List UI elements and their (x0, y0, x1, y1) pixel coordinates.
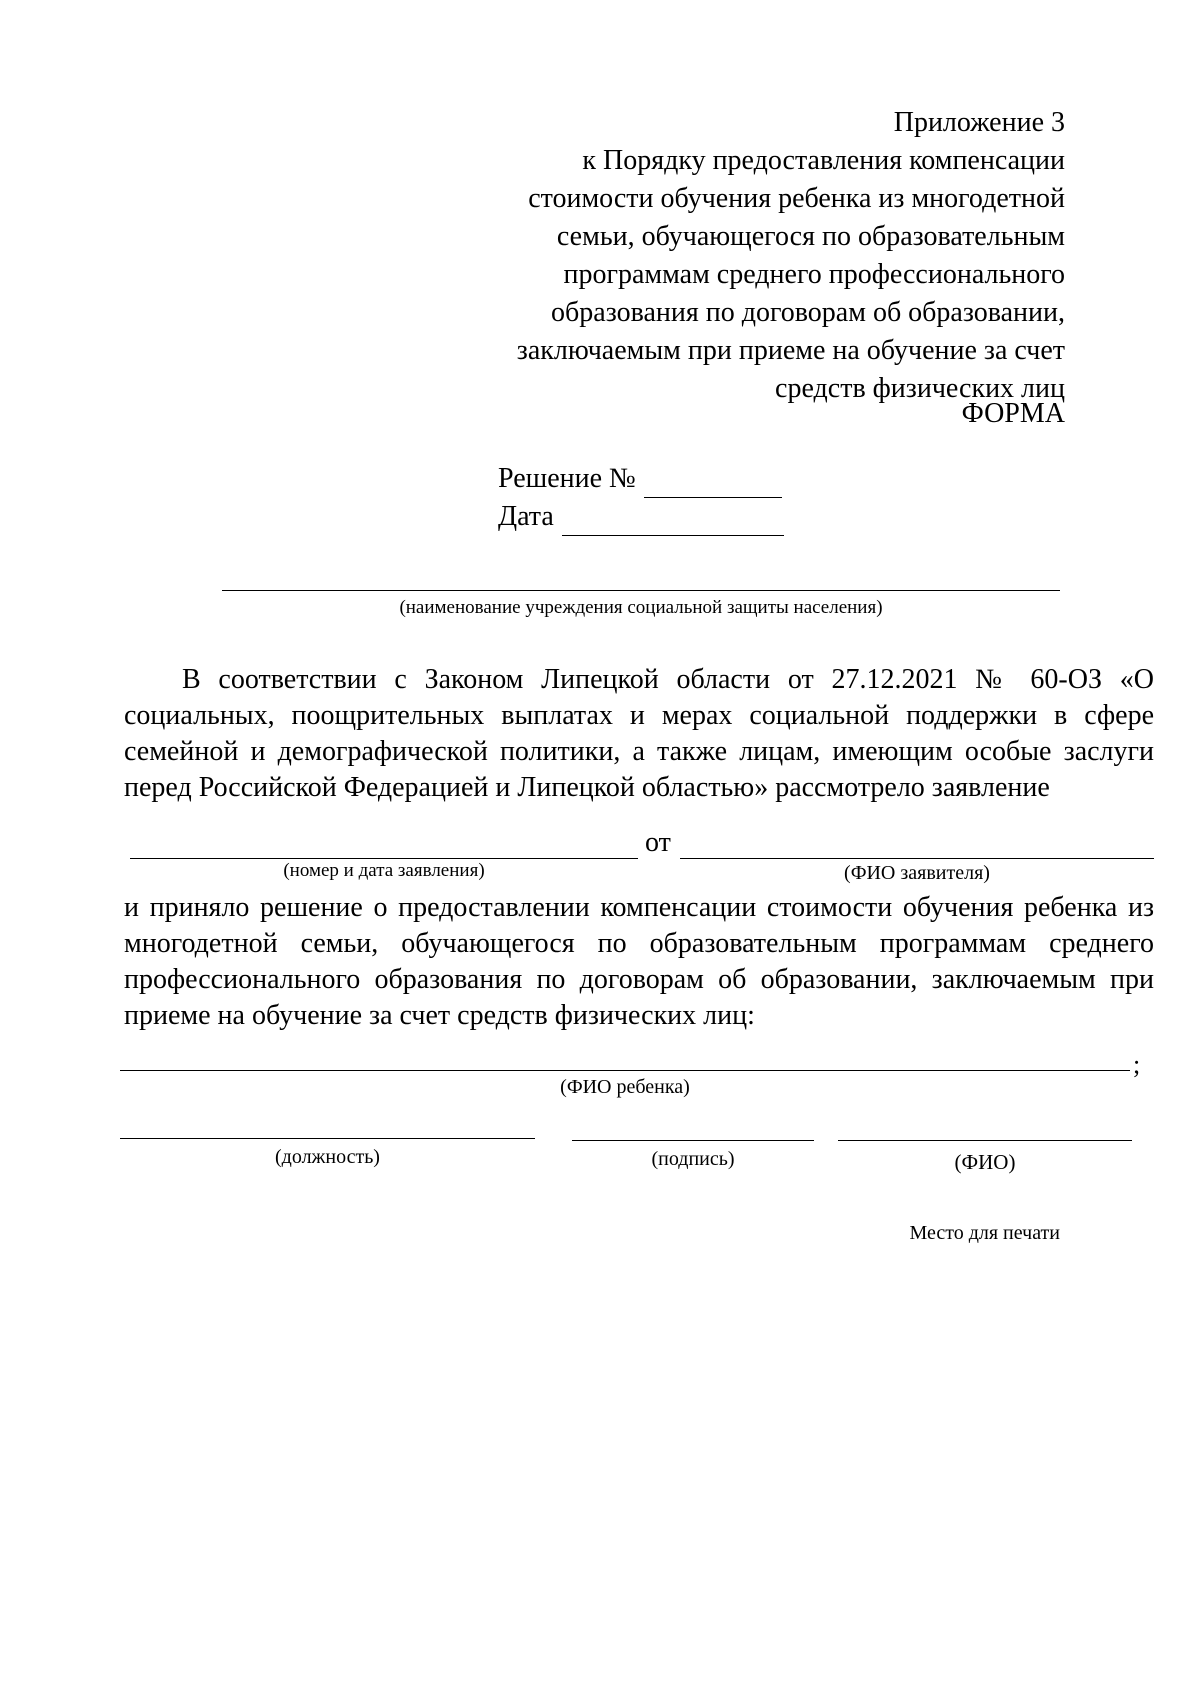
signature-caption: (подпись) (651, 1148, 735, 1170)
child-name-field[interactable] (120, 1070, 1130, 1071)
form-label: ФОРМА (961, 398, 1065, 429)
paragraph-line: многодетной семьи, обучающегося по образовательным программам среднего (124, 928, 1154, 959)
appendix-line: стоимости обучения ребенка из многодетной (528, 183, 1065, 214)
official-name-field[interactable] (838, 1140, 1132, 1141)
appendix-line: средств физических лиц (775, 373, 1065, 404)
decision-date-row (498, 498, 784, 536)
paragraph-line: и приняло решение о предоставлении компенсации стоимости обучения ребенка из (124, 892, 1154, 923)
institution-field[interactable] (222, 590, 1060, 591)
decision-block (498, 460, 784, 536)
decision-date-field[interactable] (562, 511, 784, 536)
paragraph-line: приеме на обучение за счет средств физических лиц: (124, 1000, 755, 1031)
application-number-field[interactable] (130, 858, 638, 859)
paragraph-line: перед Российской Федерацией и Липецкой областью» рассмотрело заявление (124, 772, 1050, 803)
paragraph-line: В соответствии с Законом Липецкой области от 27.12.2021 № 60-ОЗ «О (182, 664, 1154, 695)
position-caption: (должность) (275, 1146, 380, 1168)
paragraph-line: профессионального образования по договорам об образовании, заключаемым при (124, 964, 1154, 995)
paragraph-decision (124, 890, 1154, 1034)
appendix-line: заключаемым при приеме на обучение за счет (516, 335, 1065, 366)
child-terminator: ; (1133, 1050, 1141, 1079)
appendix-header (445, 104, 1065, 408)
appendix-line: образования по договорам об образовании, (551, 297, 1065, 328)
appendix-line: Приложение 3 (893, 107, 1065, 138)
paragraph-line: социальных, поощрительных выплатах и мерах социальной поддержки в сфере (124, 700, 1154, 731)
appendix-line: семьи, обучающегося по образовательным (556, 221, 1065, 252)
decision-number-label: Решение № (498, 463, 636, 494)
child-name-caption: (ФИО ребенка) (560, 1076, 690, 1098)
applicant-name-caption: (ФИО заявителя) (844, 862, 990, 884)
stamp-place-label: Место для печати (909, 1222, 1060, 1244)
institution-caption: (наименование учреждения социальной защиты населения) (399, 597, 883, 618)
application-number-caption: (номер и дата заявления) (283, 860, 485, 881)
official-name-caption: (ФИО) (954, 1150, 1016, 1174)
applicant-name-field[interactable] (680, 858, 1154, 859)
decision-number-field[interactable] (644, 473, 782, 498)
paragraph-line: семейной и демографической политики, а также лицам, имеющим особые заслуги (124, 736, 1154, 767)
paragraph-law-reference (124, 662, 1154, 806)
decision-number-row (498, 460, 784, 498)
signature-field[interactable] (572, 1140, 814, 1141)
appendix-line: к Порядку предоставления компенсации (582, 145, 1065, 176)
appendix-line: программам среднего профессионального (563, 259, 1065, 290)
from-connector: от (645, 827, 671, 858)
decision-date-label: Дата (498, 501, 554, 532)
position-field[interactable] (120, 1138, 535, 1139)
